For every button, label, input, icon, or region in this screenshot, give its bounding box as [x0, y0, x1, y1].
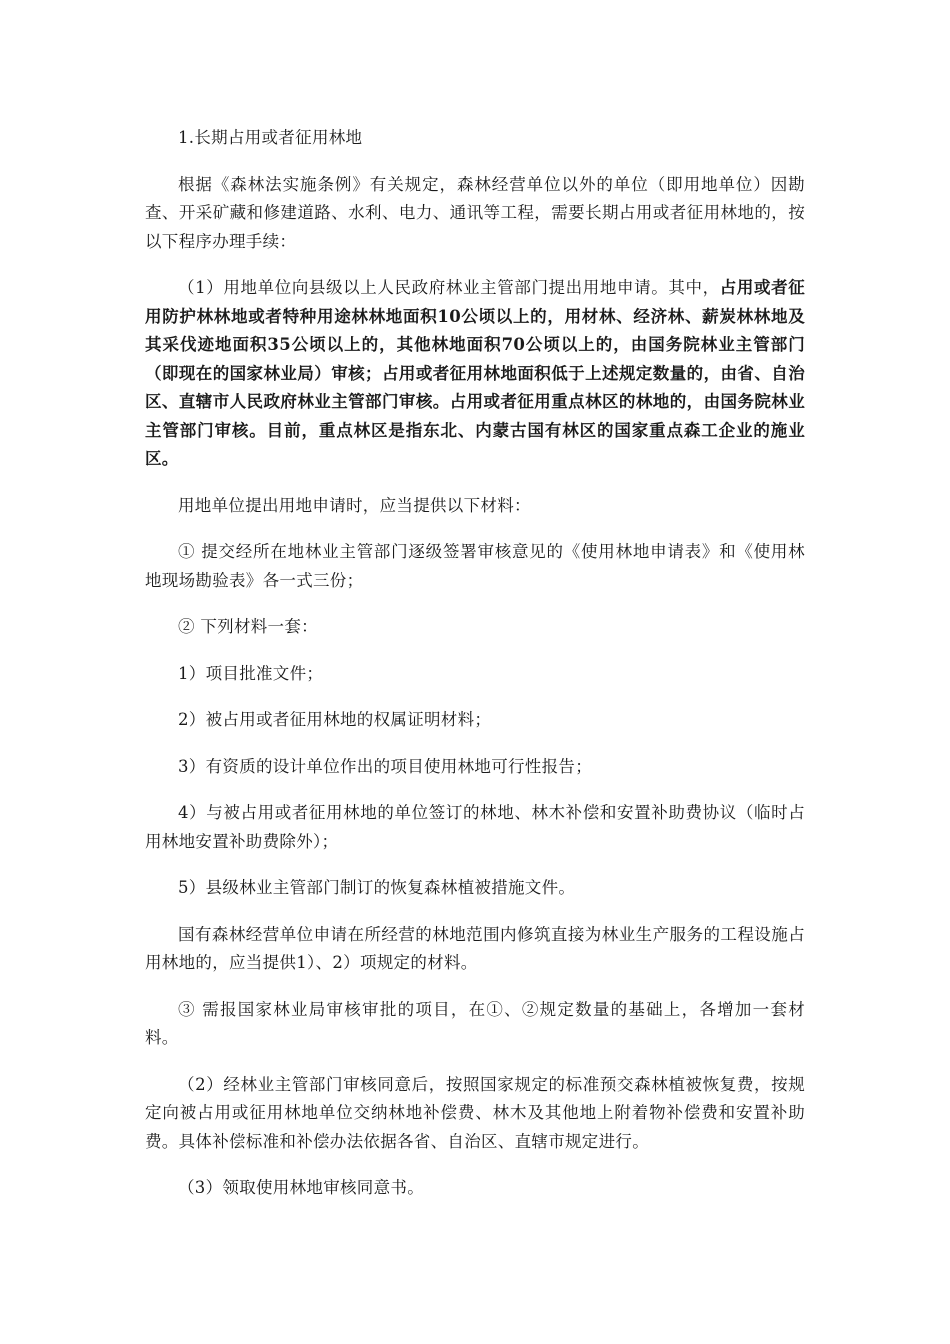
materials-intro: 用地单位提出用地申请时，应当提供以下材料：	[178, 495, 531, 515]
sub-item-4: 4）与被占用或者征用林地的单位签订的林地、林木补偿和安置补助费协议（临时占用林地安置补助费除外）；	[145, 803, 805, 851]
step-2-paragraph: （2）经林业主管部门审核同意后，按照国家规定的标准预交森林植被恢复费，按规定向被占用或征用林地单位交纳林地补偿费、林木及其他地上附着物补偿费和安置补助费。具体补偿标准和补偿办法依据各省、自治区、直辖市规定进行。	[145, 1074, 805, 1151]
step-1-lead: （1）用地单位向县级以上人民政府林业主管部门提出用地申请。其中，	[178, 278, 720, 297]
step-3-paragraph: （3）领取使用林地审核同意书。	[178, 1178, 424, 1197]
document-body	[145, 124, 805, 1221]
material-item-1: ① 提交经所在地林业主管部门逐级签署审核意见的《使用林地申请表》和《使用林地现场勘验表》各一式三份；	[145, 542, 805, 590]
material-item-2: ② 下列材料一套：	[178, 617, 318, 636]
state-forest-paragraph: 国有森林经营单位申请在所经营的林地范围内修筑直接为林业生产服务的工程设施占用林地的，应当提供1）、2）项规定的材料。	[145, 924, 805, 972]
sub-item-3: 3）有资质的设计单位作出的项目使用林地可行性报告；	[178, 756, 592, 776]
sub-item-1: 1）项目批准文件；	[178, 663, 324, 683]
material-item-3: ③ 需报国家林业局审核审批的项目，在①、②规定数量的基础上，各增加一套材料。	[145, 999, 805, 1047]
sub-item-2: 2）被占用或者征用林地的权属证明材料；	[178, 710, 492, 729]
intro-paragraph: 根据《森林法实施条例》有关规定，森林经营单位以外的单位（即用地单位）因勘查、开采矿藏和修建道路、水利、电力、通讯等工程，需要长期占用或者征用林地的，按以下程序办理手续：	[145, 174, 805, 251]
step-1-paragraph	[145, 274, 805, 474]
sub-item-5: 5）县级林业主管部门制订的恢复森林植被措施文件。	[178, 878, 576, 897]
section-heading: 1.长期占用或者征用林地	[178, 128, 363, 147]
step-1-bold-text: 占用或者征用防护林林地或者特种用途林林地面积10公顷以上的，用材林、经济林、薪炭林林地及其采伐迹地面积35公顷以上的，其他林地面积70公顷以上的，由国务院林业主管部门（即现在的国家林业局）审核；占用或者征用林地面积低于上述规定数量的，由省、自治区、直辖市人民政府林业主管部门审核。占用或者征用重点林区的林地的，由国务院林业主管部门审核。目前，重点林区是指东北、内蒙古国有林区的国家重点森工企业的施业区。	[145, 278, 805, 468]
